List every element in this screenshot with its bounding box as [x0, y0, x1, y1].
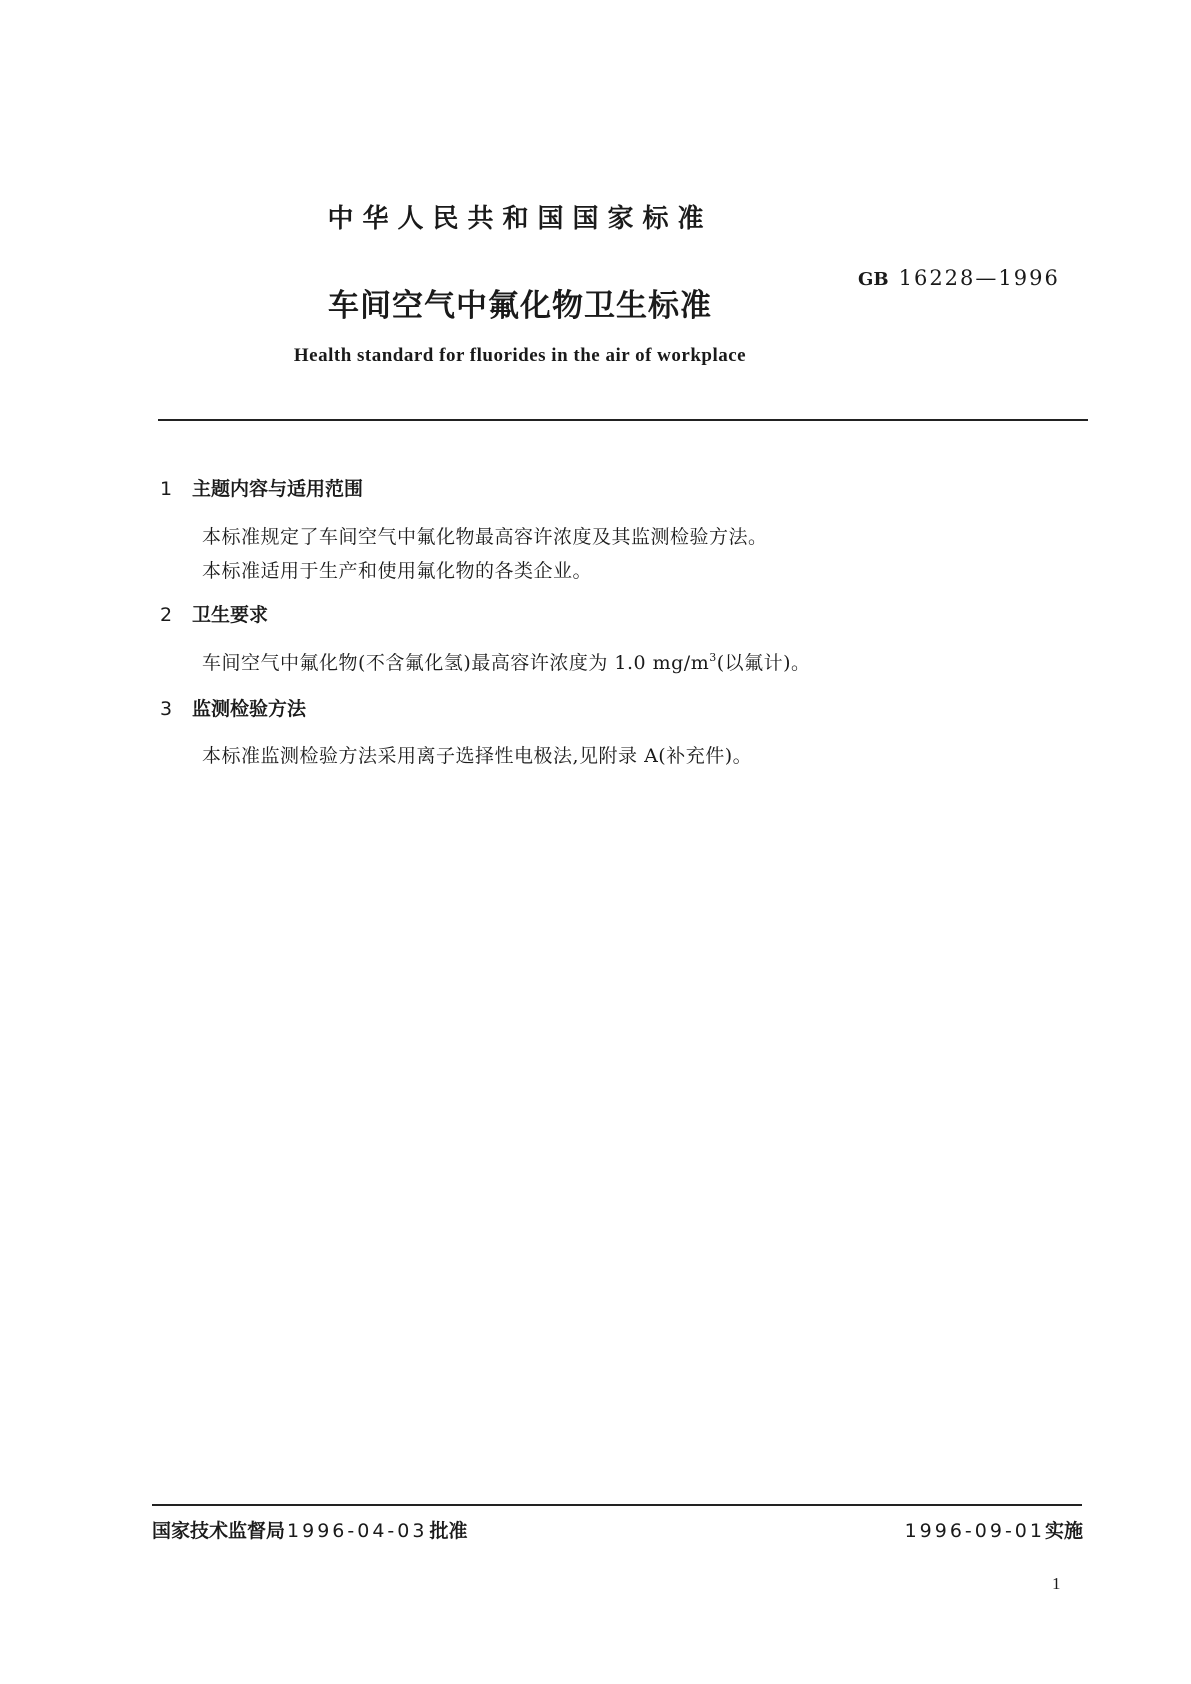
document-title-cn: 车间空气中氟化物卫生标准 — [328, 288, 712, 324]
approval-line — [152, 1516, 467, 1543]
paragraph-text: (以氟计)。 — [716, 652, 811, 674]
paragraph-text: 车间空气中氟化物(不含氟化氢)最高容许浓度为 1.0 mg/m — [202, 652, 710, 674]
section-2-paragraph-1 — [202, 648, 811, 675]
section-title: 主题内容与适用范围 — [192, 478, 364, 500]
header-divider — [158, 419, 1088, 421]
issuer: 国家技术监督局 — [152, 1520, 286, 1542]
standard-code-prefix: GB — [858, 269, 889, 290]
section-number: 2 — [160, 604, 173, 626]
document-title-en: Health standard for fluorides in the air of workplace — [293, 345, 747, 366]
section-3-heading — [160, 694, 306, 721]
effective-line — [905, 1516, 1083, 1543]
section-1-heading — [160, 474, 363, 501]
approval-label: 批准 — [429, 1520, 468, 1542]
section-3-paragraph-1: 本标准监测检验方法采用离子选择性电极法,见附录 A(补充件)。 — [202, 745, 753, 767]
standard-code-number: 16228—1996 — [898, 266, 1060, 290]
page-number: 1 — [1052, 1574, 1061, 1593]
footer-divider — [152, 1504, 1082, 1506]
approval-date: 1996-04-03 — [287, 1520, 428, 1542]
section-title: 监测检验方法 — [192, 698, 307, 720]
superscript: 3 — [709, 651, 717, 664]
standard-code — [858, 266, 1060, 290]
effective-date: 1996-09-01 — [904, 1520, 1045, 1542]
section-2-heading — [160, 600, 268, 627]
section-title: 卫生要求 — [192, 604, 269, 626]
effective-label: 实施 — [1044, 1520, 1083, 1542]
section-number: 1 — [160, 478, 173, 500]
section-1-paragraph-1: 本标准规定了车间空气中氟化物最高容许浓度及其监测检验方法。 — [202, 526, 768, 548]
section-number: 3 — [160, 698, 173, 720]
national-standard-heading: 中华人民共和国国家标准 — [327, 204, 713, 234]
section-1-paragraph-2: 本标准适用于生产和使用氟化物的各类企业。 — [202, 560, 593, 582]
